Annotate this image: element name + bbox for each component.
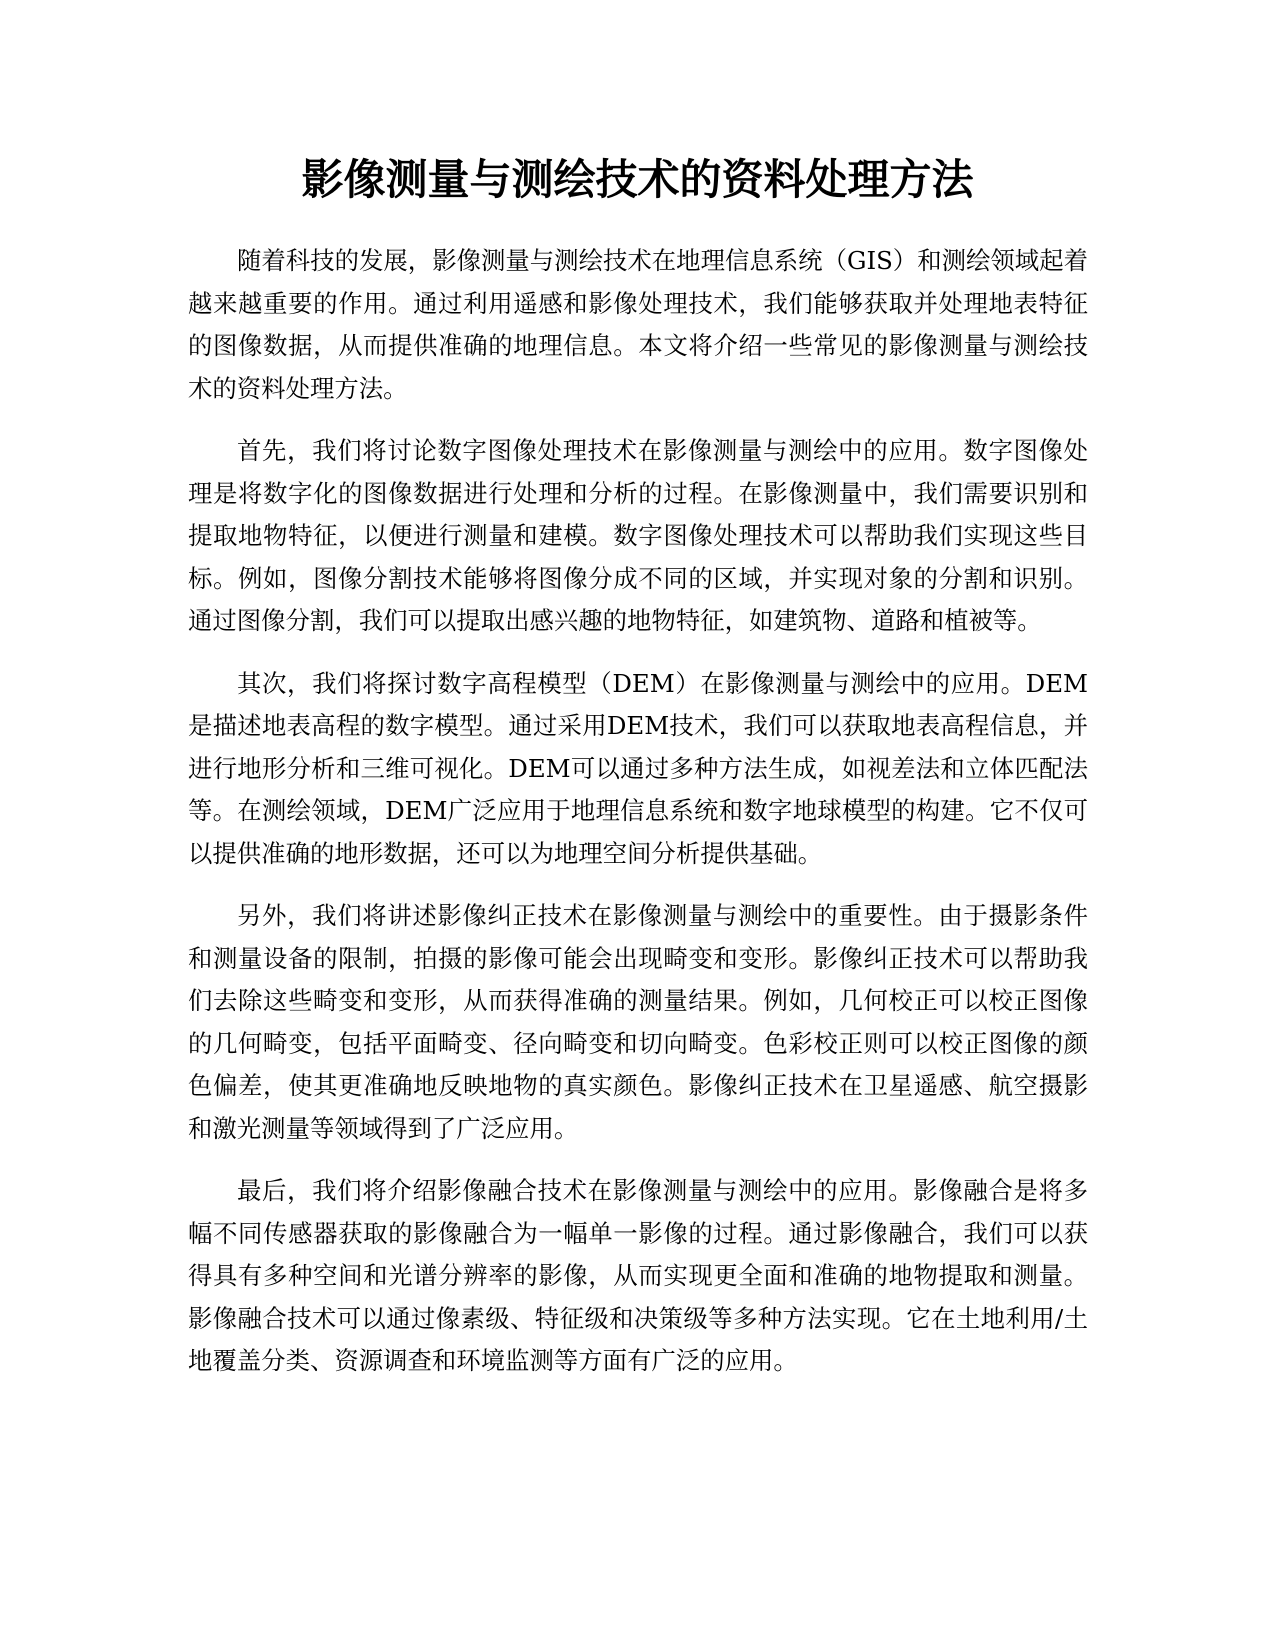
document-body (188, 240, 1088, 1403)
document-title: 影像测量与测绘技术的资料处理方法 (301, 155, 974, 204)
paragraph-image-correction: 另外，我们将讲述影像纠正技术在影像测量与测绘中的重要性。由于摄影条件和测量设备的限制，拍摄的影像可能会出现畸变和变形。影像纠正技术可以帮助我们去除这些畸变和变形，从而获得准确的测量结果。例如，几何校正可以校正图像的几何畸变，包括平面畸变、径向畸变和切向畸变。色彩校正则可以校正图像的颜色偏差，使其更准确地反映地物的真实颜色。影像纠正技术在卫星遥感、航空摄影和激光测量等领域得到了广泛应用。 (188, 901, 1088, 1143)
paragraph-intro: 随着科技的发展，影像测量与测绘技术在地理信息系统（GIS）和测绘领域起着越来越重要的作用。通过利用遥感和影像处理技术，我们能够获取并处理地表特征的图像数据，从而提供准确的地理信息。本文将介绍一些常见的影像测量与测绘技术的资料处理方法。 (188, 246, 1088, 403)
paragraph-image-fusion: 最后，我们将介绍影像融合技术在影像测量与测绘中的应用。影像融合是将多幅不同传感器获取的影像融合为一幅单一影像的过程。通过影像融合，我们可以获得具有多种空间和光谱分辨率的影像，从而实现更全面和准确的地物提取和测量。影像融合技术可以通过像素级、特征级和决策级等多种方法实现。它在土地利用/土地覆盖分类、资源调查和环境监测等方面有广泛的应用。 (188, 1176, 1088, 1375)
paragraph-dem: 其次，我们将探讨数字高程模型（DEM）在影像测量与测绘中的应用。DEM是描述地表高程的数字模型。通过采用DEM技术，我们可以获取地表高程信息，并进行地形分析和三维可视化。DEM可以通过多种方法生成，如视差法和立体匹配法等。在测绘领域，DEM广泛应用于地理信息系统和数字地球模型的构建。它不仅可以提供准确的地形数据，还可以为地理空间分析提供基础。 (188, 668, 1088, 868)
paragraph-digital-image-processing: 首先，我们将讨论数字图像处理技术在影像测量与测绘中的应用。数字图像处理是将数字化的图像数据进行处理和分析的过程。在影像测量中，我们需要识别和提取地物特征，以便进行测量和建模。数字图像处理技术可以帮助我们实现这些目标。例如，图像分割技术能够将图像分成不同的区域，并实现对象的分割和识别。通过图像分割，我们可以提取出感兴趣的地物特征，如建筑物、道路和植被等。 (188, 436, 1088, 635)
